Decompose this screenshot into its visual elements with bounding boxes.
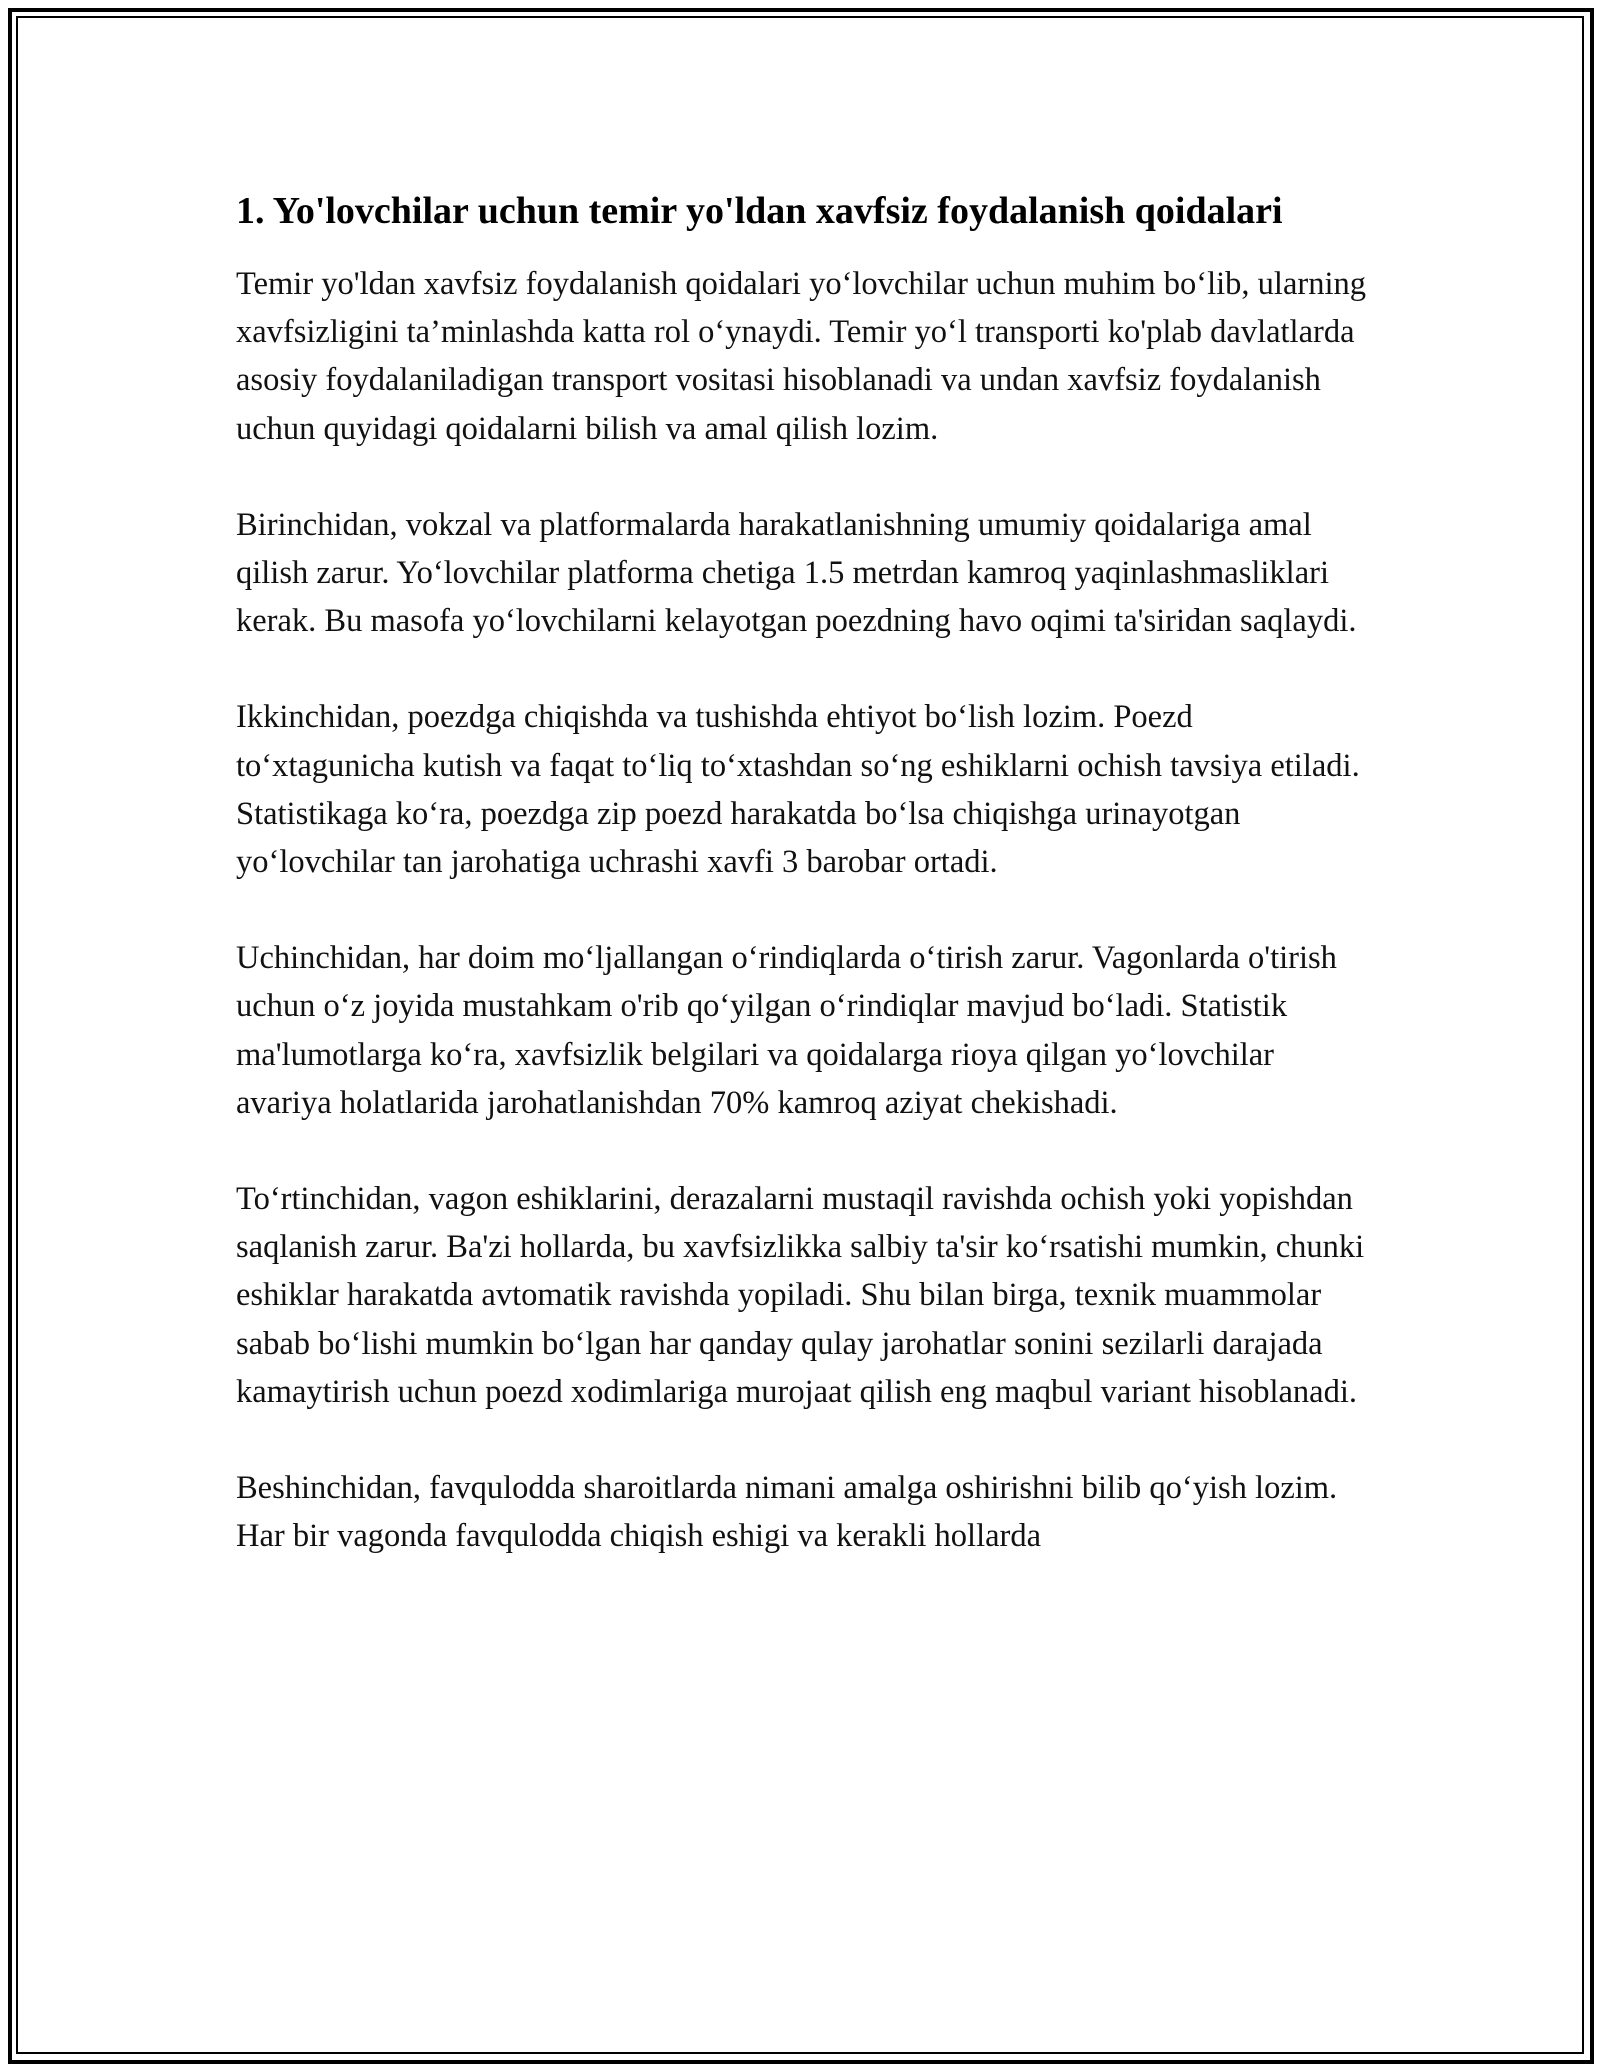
- paragraph-third-rule: Uchinchidan, har doim mo‘ljallangan o‘rindiqlarda o‘tirish zarur. Vagonlarda o'tirish uchun o‘z joyida mustahkam o'rib qo‘yilgan o‘rindiqlar mavjud bo‘ladi. Statistik ma'lumotlarga ko‘ra, xavfsizlik belgilari va qoidalarga rioya qilgan yo‘lovchilar avariya holatlarida jarohatlanishdan 70% kamroq aziyat chekishadi.: [236, 940, 1337, 1121]
- paragraph-fifth-rule: Beshinchidan, favqulodda sharoitlarda nimani amalga oshirishni bilib qo‘yish lozim. Har bir vagonda favqulodda chiqish eshigi va kerakli hollarda: [236, 1470, 1338, 1555]
- paragraph-fourth-rule: To‘rtinchidan, vagon eshiklarini, derazalarni mustaqil ravishda ochish yoki yopishdan saqlanish zarur. Ba'zi hollarda, bu xavfsizlikka salbiy ta'sir ko‘rsatishi mumkin, chunki eshiklar harakatda avtomatik ravishda yopiladi. Shu bilan birga, texnik muammolar sabab bo‘lishi mumkin bo‘lgan har qanday qulay jarohatlar sonini sezilarli darajada kamaytirish uchun poezd xodimlariga murojaat qilish eng maqbul variant hisoblanadi.: [236, 1181, 1365, 1410]
- document-body: [236, 186, 1376, 1608]
- paragraph-second-rule: Ikkinchidan, poezdga chiqishda va tushishda ehtiyot bo‘lish lozim. Poezd to‘xtagunicha kutish va faqat to‘liq to‘xtashdan so‘ng eshiklarni ochish tavsiya etiladi. Statistikaga ko‘ra, poezdga zip poezd harakatda bo‘lsa chiqishga urinayotgan yo‘lovchilar tan jarohatiga uchrashi xavfi 3 barobar ortadi.: [236, 699, 1360, 881]
- paragraph-first-rule: Birinchidan, vokzal va platformalarda harakatlanishning umumiy qoidalariga amal qilish zarur. Yo‘lovchilar platforma chetiga 1.5 metrdan kamroq yaqinlashmasliklari kerak. Bu masofa yo‘lovchilarni kelayotgan poezdning havo oqimi ta'siridan saqlaydi.: [236, 506, 1357, 640]
- paragraph-intro: Temir yo'ldan xavfsiz foydalanish qoidalari yo‘lovchilar uchun muhim bo‘lib, ularning xavfsizligini ta’minlashda katta rol o‘ynaydi. Temir yo‘l transporti ko'plab davlatlarda asosiy foydalaniladigan transport vositasi hisoblanadi va undan xavfsiz foydalanish uchun quyidagi qoidalarni bilish va amal qilish lozim.: [236, 266, 1366, 447]
- section-heading: 1. Yo'lovchilar uchun temir yo'ldan xavfsiz foydalanish qoidalari: [236, 190, 1283, 232]
